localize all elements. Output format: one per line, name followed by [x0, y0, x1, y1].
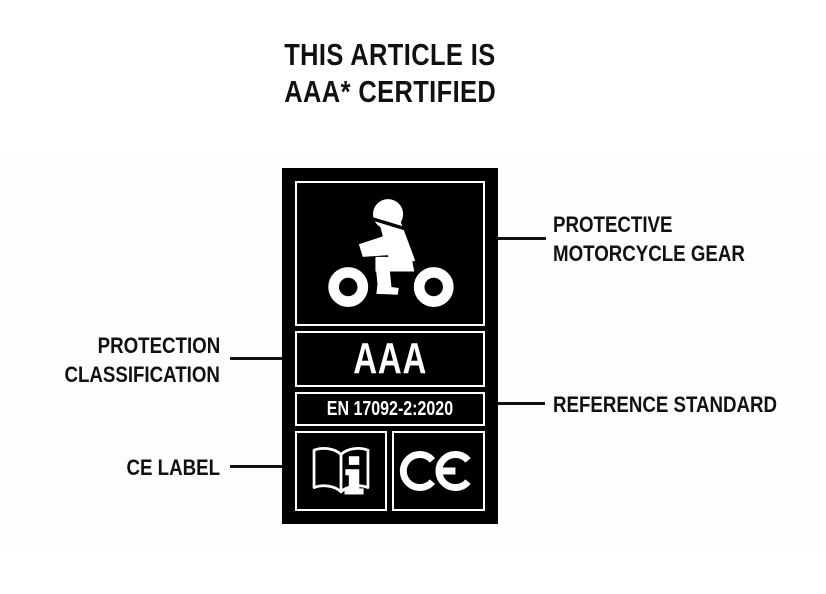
standard-text: EN 17092-2:2020 [326, 397, 454, 420]
instruction-manual-icon [301, 437, 381, 505]
classification-cell [295, 331, 485, 387]
callout-protection-classification: PROTECTION CLASSIFICATION [64, 333, 220, 387]
connector-line-reference-standard [498, 402, 545, 405]
pictogram-cell [295, 181, 485, 326]
connector-line-protection-classification [230, 357, 282, 360]
connector-line-protective-gear [498, 237, 546, 240]
standard-cell [295, 392, 485, 426]
ce-mark-cell [392, 431, 485, 511]
motorcycle-rider-icon [298, 185, 482, 322]
classification-text: AAA [353, 334, 427, 383]
certification-label [282, 168, 498, 524]
callout-ce-label: CE LABEL [126, 455, 220, 480]
title-line-2: AAA* CERTIFIED [284, 74, 496, 109]
ce-mark-icon [398, 438, 479, 504]
title-line-1: THIS ARTICLE IS [284, 37, 496, 72]
callout-reference-standard: REFERENCE STANDARD [553, 392, 778, 417]
manual-info-letter [344, 456, 363, 494]
icons-row [295, 431, 485, 511]
manual-cell [295, 431, 387, 511]
callout-protective-gear: PROTECTIVE MOTORCYCLE GEAR [553, 212, 745, 266]
page-title [182, 36, 598, 110]
connector-line-ce-label [230, 465, 282, 468]
